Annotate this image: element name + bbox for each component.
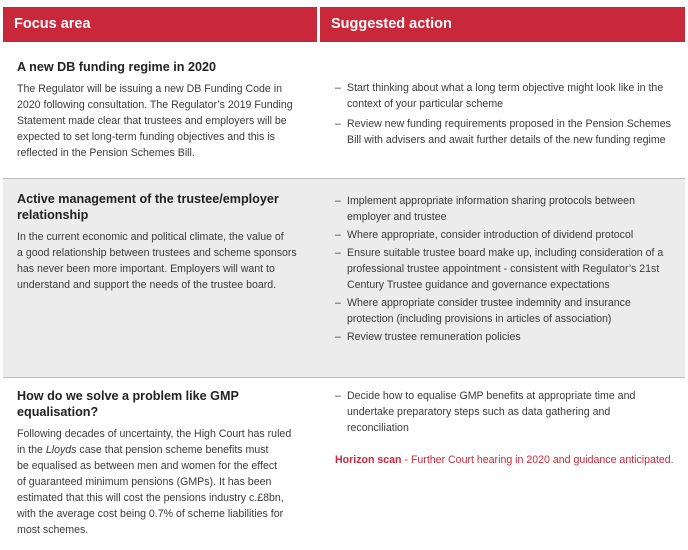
action-item: – Decide how to equalise GMP benefits at appropriate time and undertake preparatory steps such as data gathering and reconciliation [335, 390, 636, 434]
action-item: – Implement appropriate information sharing protocols between employer and trustee [335, 195, 635, 223]
row-body-line: Following decades of uncertainty, the High Court has ruled [17, 428, 292, 440]
table-row [3, 378, 685, 545]
row-body-line: in the Lloyds case that pension scheme benefits must [17, 444, 269, 456]
horizon-scan-note [335, 452, 675, 468]
action-cell [320, 378, 685, 545]
action-list [335, 80, 675, 148]
focus-area-table [3, 7, 685, 545]
row-body-line: In the current economic and political climate, the value of [17, 231, 284, 243]
case-name: Lloyds [45, 444, 77, 456]
focus-cell [3, 378, 317, 545]
header-focus-area: Focus area [3, 7, 317, 42]
row-title: Active management of the trustee/employer relationship [17, 192, 279, 222]
row-body-line: 2020 following consultation. The Regulator’s 2019 Funding [17, 99, 293, 111]
header-suggested-action: Suggested action [320, 7, 685, 42]
row-body-line: expected to set long-term funding objectives and this is [17, 131, 275, 143]
action-item: – Where appropriate, consider introduction of dividend protocol [335, 229, 634, 241]
row-body-line: Statement made clear that trustees and employers will be [17, 115, 287, 127]
row-body-line: The Regulator will be issuing a new DB Funding Code in [17, 83, 282, 95]
focus-cell [3, 53, 317, 177]
focus-cell [3, 179, 317, 377]
table-header [3, 7, 685, 42]
table-row [3, 179, 685, 377]
action-item: – Review new funding requirements proposed in the Pension Schemes Bill with advisers and await further details of the new funding regime [335, 118, 671, 146]
row-body-line: reflected in the Pension Schemes Bill. [17, 147, 195, 159]
action-list [335, 388, 675, 436]
action-cell [320, 179, 685, 377]
row-body-line: a good relationship between trustees and scheme sponsors [17, 247, 297, 259]
action-item: – Where appropriate consider trustee indemnity and insurance protection (including provisions in articles of association) [335, 297, 631, 325]
action-cell [320, 53, 685, 177]
horizon-scan-text: - Further Court hearing in 2020 and guidance anticipated. [401, 454, 674, 466]
action-item: – Review trustee remuneration policies [335, 331, 521, 343]
row-body-line: has never been more important. Employers will want to [17, 263, 275, 275]
action-item: – Ensure suitable trustee board make up, including consideration of a professional trustee appointment - consistent with Regulator’s 21st Century Trustee guidance and governance expectations [335, 247, 664, 291]
row-body-line: most schemes. [17, 524, 89, 536]
row-body-line: with the average cost being 0.7% of scheme liabilities for [17, 508, 284, 520]
row-body-line: of guaranteed minimum pensions (GMPs). It has been [17, 476, 272, 488]
horizon-scan-label: Horizon scan [335, 454, 402, 466]
action-item: – Start thinking about what a long term objective might look like in the context of your particular scheme [335, 82, 664, 110]
row-body-line: understand and support the needs of the trustee board. [17, 279, 277, 291]
row-title: How do we solve a problem like GMP equalisation? [17, 389, 239, 419]
action-list [335, 193, 675, 345]
row-body-line: be equalised as between men and women for the effect [17, 460, 278, 472]
row-body-line: estimated that this will cost the pensions industry c.£8bn, [17, 492, 284, 504]
table-row [3, 53, 685, 177]
row-title: A new DB funding regime in 2020 [17, 60, 216, 74]
